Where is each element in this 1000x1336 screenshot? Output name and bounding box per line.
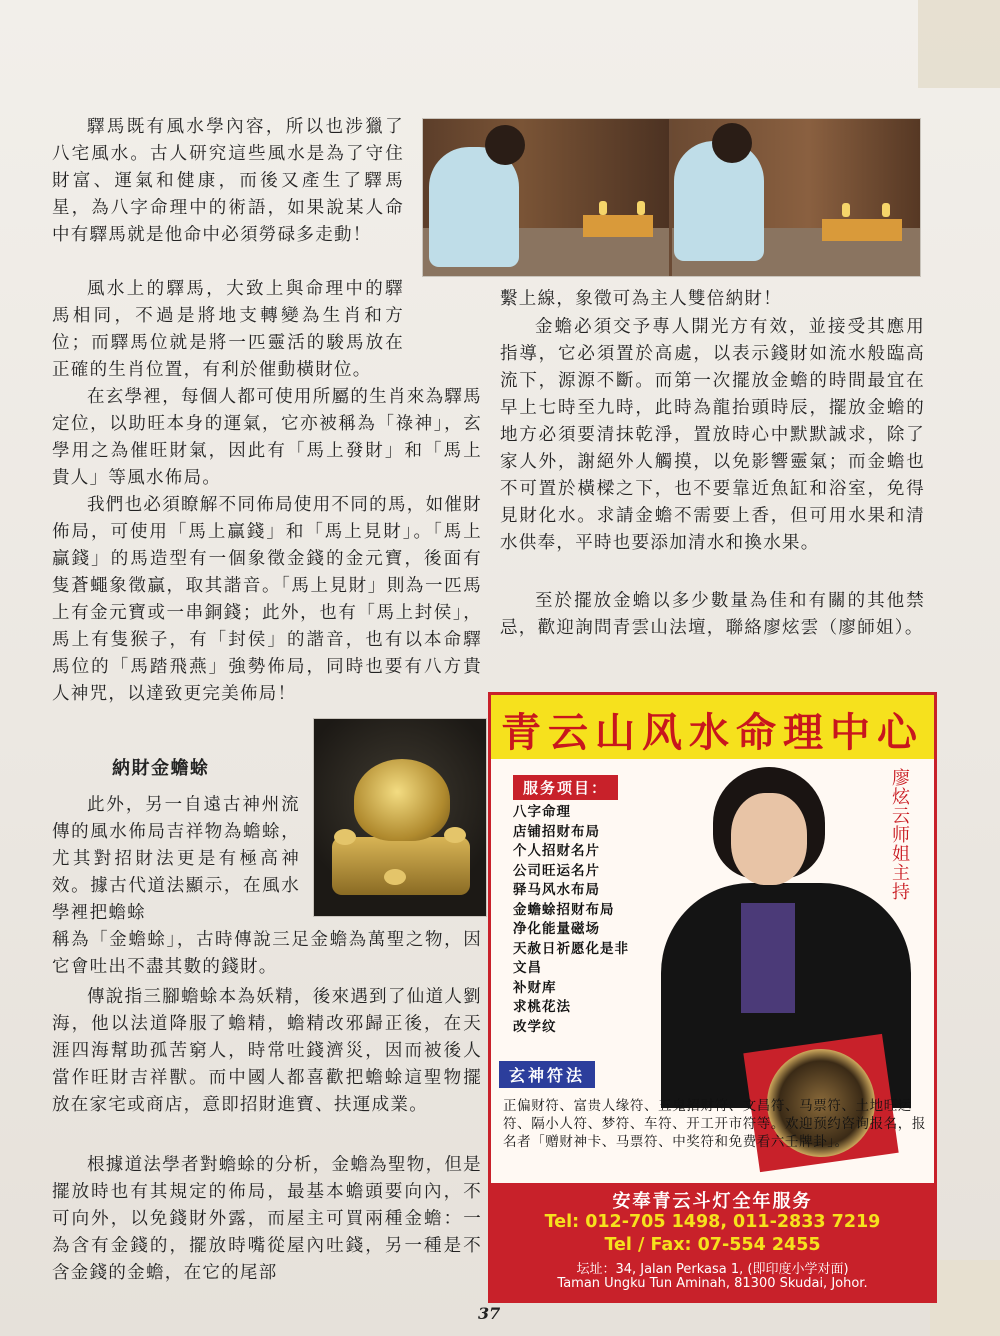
- altar: [822, 219, 902, 241]
- service-item: 补财库: [513, 979, 557, 996]
- article-paragraph: 根據道法學者對蟾蜍的分析，金蟾為聖物，但是擺放時也有其規定的佈局，最基本蟾頭要向內，不可向外，以免錢財外露，而屋主可買兩種金蟾：一為含有金錢的，擺放時嘴從屋內吐錢，另一種是不含金錢的金蟾，在它的尾部: [52, 1155, 482, 1283]
- service-item: 天赦日祈愿化是非: [513, 940, 629, 957]
- article-paragraph: 風水上的驛馬，大致上與命理中的驛馬相同，不過是將地支轉變為生肖和方位；而驛馬位就是將一匹靈活的駿馬放在正確的生肖位置，有利於催動橫財位。: [52, 279, 404, 380]
- article-paragraph: 繫上線，象徵可為主人雙倍納財！: [500, 289, 782, 309]
- article-paragraph: 在玄學裡，每個人都可使用所屬的生肖來為驛馬定位，以助旺本身的運氣，它亦被稱為「祿神」，玄學用之為催旺財氣，因此有「馬上發財」和「馬上貴人」等風水佈局。: [52, 387, 482, 488]
- toad-figure: [354, 759, 450, 841]
- charms-label: 玄神符法: [499, 1061, 595, 1088]
- section-heading: 納財金蟾蜍: [112, 758, 210, 779]
- advertisement: [488, 692, 937, 1303]
- phone-numbers: Tel: 012-705 1498, 011-2833 7219: [544, 1212, 881, 1232]
- service-item: 八字命理: [513, 804, 571, 820]
- footer-service: 安奉青云斗灯全年服务: [612, 1191, 813, 1212]
- photo-frame-right: [672, 119, 920, 276]
- article-paragraph: 至於擺放金蟾以多少數量為佳和有關的其他禁忌，歡迎詢問青雲山法壇，聯絡廖炫雲（廖師姐）。: [500, 591, 925, 638]
- service-item: 求桃花法: [513, 999, 571, 1015]
- address-line-1: 坛址：34, Jalan Perkasa 1, (即印度小学对面): [576, 1262, 849, 1277]
- master-name: 廖炫云师姐主持: [892, 768, 910, 903]
- article-paragraph: 稱為「金蟾蜍」，古時傳說三足金蟾為萬聖之物，因它會吐出不盡其數的錢財。: [52, 930, 482, 977]
- service-item: 改学纹: [513, 1018, 557, 1035]
- article-paragraph: 此外，另一自遠古神州流傳的風水佈局吉祥物為蟾蜍，尤其對招財法更是有極高神效。據古代道法顯示，在風水學裡把蟾蜍: [52, 795, 300, 923]
- services-label: 服务项目：: [513, 775, 618, 800]
- tel-fax: Tel / Fax: 07-554 2455: [604, 1235, 821, 1255]
- praying-photo: [422, 118, 921, 277]
- master-portrait: [631, 763, 921, 1108]
- woman-figure: [429, 147, 519, 267]
- service-item: 金蟾蜍招财布局: [513, 901, 615, 918]
- article-paragraph: 驛馬既有風水學內容，所以也涉獵了八宅風水。古人研究這些風水是為了守住財富、運氣和健康，而後又產生了驛馬星，為八字命理中的術語，如果說某人命中有驛馬就是他命中必須勞碌多走動！: [52, 117, 404, 245]
- service-item: 净化能量磁场: [513, 921, 600, 937]
- ad-title-bar: [491, 695, 934, 759]
- service-item: 文昌: [513, 960, 542, 976]
- charms-text: 正偏财符、富贵人缘符、五鬼招财符、文昌符、马票符、土地旺运符、隔小人符、梦符、车符、开工开市符等。欢迎预约咨询报名，报名者「赠财神卡、马票符、中奖符和免费看六壬牌卦」。: [503, 1098, 926, 1150]
- address-line-2: Taman Ungku Tun Aminah, 81300 Skudai, Johor.: [557, 1276, 868, 1291]
- service-item: 驿马风水布局: [513, 882, 600, 898]
- services-list: [513, 803, 629, 1037]
- page-number: 37: [478, 1304, 501, 1323]
- service-item: 公司旺运名片: [513, 862, 600, 879]
- tape-strip: [930, 1260, 1000, 1336]
- photo-frame-left: [423, 119, 669, 276]
- article-paragraph: 傳說指三腳蟾蜍本為妖精，後來遇到了仙道人劉海，他以法道降服了蟾精，蟾精改邪歸正後，在天涯四海幫助孤苦窮人，時常吐錢濟災，因而被後人當作旺財吉祥獸。而中國人都喜歡把蟾蜍這聖物擺放在家宅或商店，意即招財進寶、扶運成業。: [52, 987, 482, 1115]
- article-paragraph: 金蟾必須交予專人開光方有效，並接受其應用指導，它必須置於高處，以表示錢財如流水般臨高流下，源源不斷。而第一次擺放金蟾的時間最宜在早上七時至九時，此時為龍抬頭時辰，擺放金蟾的地方必須要清抹乾淨，置放時心中默默誠求，除了家人外，謝絕外人觸摸，以免影響靈氣；而金蟾也不可置於橫樑之下，也不要靠近魚缸和浴室，免得見財化水。求請金蟾不需要上香，但可用水果和清水供奉，平時也要添加清水和換水果。: [500, 317, 925, 553]
- ad-title: 青云山风水命理中心: [501, 710, 924, 756]
- golden-toad-photo: [313, 718, 487, 917]
- altar: [583, 215, 653, 237]
- ad-contact-footer: [491, 1183, 934, 1300]
- article-paragraph: 我們也必須瞭解不同佈局使用不同的馬，如催財佈局，可使用「馬上贏錢」和「馬上見財」。「馬上贏錢」的馬造型有一個象徵金錢的金元寶，後面有隻蒼蠅象徵贏，取其諧音。「馬上見財」則為一匹馬上有金元寶或一串銅錢；此外，也有「馬上封侯」，馬上有隻猴子，有「封侯」的諧音，也有以本命驛馬位的「馬踏飛燕」強勢佈局，同時也要有八方貴人神咒，以達致更完美佈局！: [52, 495, 482, 704]
- service-item: 店铺招财布局: [513, 823, 600, 840]
- service-item: 个人招财名片: [513, 843, 600, 859]
- toad-base: [332, 837, 470, 895]
- tape-strip: [918, 0, 1000, 88]
